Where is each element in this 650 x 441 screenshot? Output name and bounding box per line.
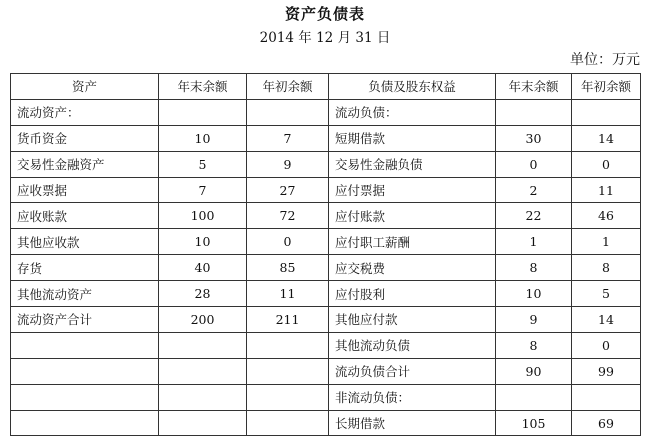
asset-name: 流动资产合计 bbox=[11, 307, 159, 333]
liability-year-end bbox=[496, 99, 572, 125]
table-row bbox=[11, 229, 641, 255]
liability-year-end: 0 bbox=[496, 151, 572, 177]
liability-year-begin: 46 bbox=[572, 203, 641, 229]
header-liability-year-end: 年末余额 bbox=[496, 74, 572, 100]
asset-year-end: 200 bbox=[159, 307, 247, 333]
liability-year-begin: 14 bbox=[572, 307, 641, 333]
header-asset-year-end: 年末余额 bbox=[159, 74, 247, 100]
asset-year-begin: 27 bbox=[247, 177, 329, 203]
liability-year-end: 10 bbox=[496, 281, 572, 307]
asset-year-end: 40 bbox=[159, 255, 247, 281]
table-row bbox=[11, 358, 641, 384]
asset-name bbox=[11, 332, 159, 358]
asset-name: 应收账款 bbox=[11, 203, 159, 229]
liability-year-begin: 1 bbox=[572, 229, 641, 255]
liability-name: 长期借款 bbox=[329, 410, 496, 436]
asset-year-end: 10 bbox=[159, 125, 247, 151]
liability-name: 应付股利 bbox=[329, 281, 496, 307]
header-asset: 资产 bbox=[11, 74, 159, 100]
asset-year-end bbox=[159, 384, 247, 410]
asset-name bbox=[11, 384, 159, 410]
liability-year-end: 105 bbox=[496, 410, 572, 436]
asset-year-begin: 72 bbox=[247, 203, 329, 229]
liability-year-end: 1 bbox=[496, 229, 572, 255]
asset-name: 其他流动资产 bbox=[11, 281, 159, 307]
asset-year-begin: 11 bbox=[247, 281, 329, 307]
asset-year-end: 7 bbox=[159, 177, 247, 203]
liability-name: 交易性金融负债 bbox=[329, 151, 496, 177]
balance-sheet-table bbox=[10, 73, 641, 436]
asset-year-end bbox=[159, 99, 247, 125]
asset-year-begin: 85 bbox=[247, 255, 329, 281]
table-row bbox=[11, 384, 641, 410]
liability-year-end: 9 bbox=[496, 307, 572, 333]
asset-year-begin bbox=[247, 384, 329, 410]
asset-year-begin bbox=[247, 332, 329, 358]
header-liability-equity: 负债及股东权益 bbox=[329, 74, 496, 100]
liability-year-begin bbox=[572, 384, 641, 410]
liability-name: 应付职工薪酬 bbox=[329, 229, 496, 255]
liability-year-begin: 8 bbox=[572, 255, 641, 281]
statement-date: 2014 年 12 月 31 日 bbox=[259, 30, 391, 46]
liability-year-begin: 69 bbox=[572, 410, 641, 436]
asset-year-end: 28 bbox=[159, 281, 247, 307]
liability-year-begin: 99 bbox=[572, 358, 641, 384]
asset-name: 货币资金 bbox=[11, 125, 159, 151]
table-row bbox=[11, 203, 641, 229]
liability-year-end: 8 bbox=[496, 255, 572, 281]
liability-name: 应交税费 bbox=[329, 255, 496, 281]
table-row bbox=[11, 151, 641, 177]
header-row bbox=[11, 74, 641, 100]
liability-name: 短期借款 bbox=[329, 125, 496, 151]
asset-year-end: 100 bbox=[159, 203, 247, 229]
asset-year-begin: 0 bbox=[247, 229, 329, 255]
table-row bbox=[11, 99, 641, 125]
liability-year-end: 30 bbox=[496, 125, 572, 151]
table-row bbox=[11, 125, 641, 151]
asset-name: 存货 bbox=[11, 255, 159, 281]
liability-year-end: 8 bbox=[496, 332, 572, 358]
header-liability-year-begin: 年初余额 bbox=[572, 74, 641, 100]
asset-year-begin: 7 bbox=[247, 125, 329, 151]
currency-unit: 单位：万元 bbox=[570, 52, 640, 68]
asset-name: 流动资产： bbox=[11, 99, 159, 125]
liability-year-end: 2 bbox=[496, 177, 572, 203]
header-asset-year-begin: 年初余额 bbox=[247, 74, 329, 100]
asset-year-begin: 9 bbox=[247, 151, 329, 177]
liability-year-end: 22 bbox=[496, 203, 572, 229]
table-row bbox=[11, 332, 641, 358]
asset-year-end: 5 bbox=[159, 151, 247, 177]
liability-name: 应付票据 bbox=[329, 177, 496, 203]
asset-year-end bbox=[159, 332, 247, 358]
asset-year-begin bbox=[247, 99, 329, 125]
asset-year-begin bbox=[247, 358, 329, 384]
liability-year-end bbox=[496, 384, 572, 410]
statement-title: 资产负债表 bbox=[284, 5, 365, 23]
liability-name: 非流动负债： bbox=[329, 384, 496, 410]
table-row bbox=[11, 281, 641, 307]
liability-year-begin: 0 bbox=[572, 151, 641, 177]
liability-name: 其他应付款 bbox=[329, 307, 496, 333]
asset-year-begin bbox=[247, 410, 329, 436]
asset-year-begin: 211 bbox=[247, 307, 329, 333]
liability-year-end: 90 bbox=[496, 358, 572, 384]
asset-year-end bbox=[159, 358, 247, 384]
liability-year-begin: 5 bbox=[572, 281, 641, 307]
asset-name: 其他应收款 bbox=[11, 229, 159, 255]
liability-name: 其他流动负债 bbox=[329, 332, 496, 358]
asset-name: 应收票据 bbox=[11, 177, 159, 203]
liability-year-begin: 0 bbox=[572, 332, 641, 358]
liability-name: 流动负债： bbox=[329, 99, 496, 125]
table-row bbox=[11, 177, 641, 203]
asset-year-end: 10 bbox=[159, 229, 247, 255]
table-row bbox=[11, 410, 641, 436]
table-row bbox=[11, 307, 641, 333]
liability-name: 应付账款 bbox=[329, 203, 496, 229]
asset-year-end bbox=[159, 410, 247, 436]
liability-year-begin: 11 bbox=[572, 177, 641, 203]
asset-name bbox=[11, 358, 159, 384]
liability-name: 流动负债合计 bbox=[329, 358, 496, 384]
liability-year-begin: 14 bbox=[572, 125, 641, 151]
liability-year-begin bbox=[572, 99, 641, 125]
asset-name: 交易性金融资产 bbox=[11, 151, 159, 177]
table-row bbox=[11, 255, 641, 281]
asset-name bbox=[11, 410, 159, 436]
